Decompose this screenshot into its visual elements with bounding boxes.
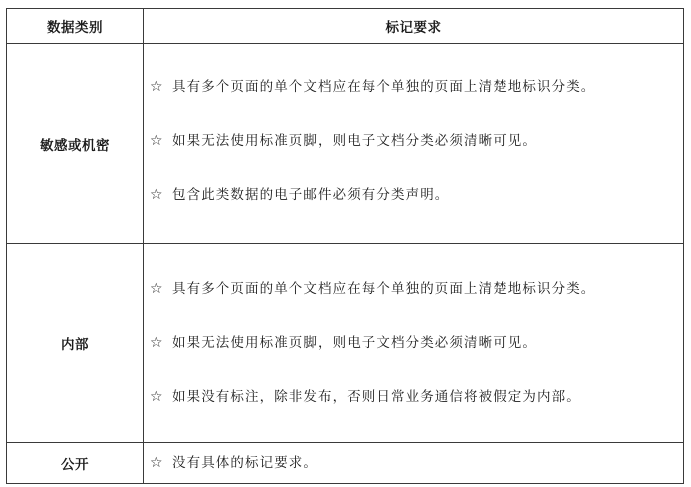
star-icon: ☆ [150, 335, 164, 351]
requirement-list [144, 44, 683, 204]
table-row [7, 44, 684, 244]
requirement-cell [144, 443, 684, 484]
table-header-row [7, 9, 684, 44]
requirement-text: 没有具体的标记要求。 [172, 455, 318, 471]
requirement-text: 包含此类数据的电子邮件必须有分类声明。 [172, 187, 450, 203]
star-icon: ☆ [150, 79, 164, 95]
requirement-text: 具有多个页面的单个文档应在每个单独的页面上清楚地标识分类。 [172, 281, 596, 297]
list-item [144, 78, 683, 96]
requirement-text: 如果无法使用标准页脚，则电子文档分类必须清晰可见。 [172, 335, 537, 351]
requirement-text: 如果没有标注，除非发布，否则日常业务通信将被假定为内部。 [172, 389, 581, 405]
star-icon: ☆ [150, 389, 164, 405]
requirement-text: 具有多个页面的单个文档应在每个单独的页面上清楚地标识分类。 [172, 79, 596, 95]
list-item [144, 388, 683, 406]
table-row [7, 244, 684, 443]
requirement-list [144, 244, 683, 406]
list-item [144, 132, 683, 150]
requirement-list [144, 454, 683, 472]
star-icon: ☆ [150, 187, 164, 203]
list-item [144, 334, 683, 352]
header-requirement: 标记要求 [144, 9, 684, 44]
star-icon: ☆ [150, 455, 164, 471]
category-cell: 公开 [7, 443, 144, 484]
list-item [144, 454, 683, 472]
list-item [144, 280, 683, 298]
star-icon: ☆ [150, 133, 164, 149]
category-cell: 内部 [7, 244, 144, 443]
category-cell: 敏感或机密 [7, 44, 144, 244]
header-category: 数据类别 [7, 9, 144, 44]
requirement-cell [144, 244, 684, 443]
list-item [144, 186, 683, 204]
classification-marking-table [6, 8, 684, 484]
requirement-text: 如果无法使用标准页脚，则电子文档分类必须清晰可见。 [172, 133, 537, 149]
table-row [7, 443, 684, 484]
star-icon: ☆ [150, 281, 164, 297]
requirement-cell [144, 44, 684, 244]
